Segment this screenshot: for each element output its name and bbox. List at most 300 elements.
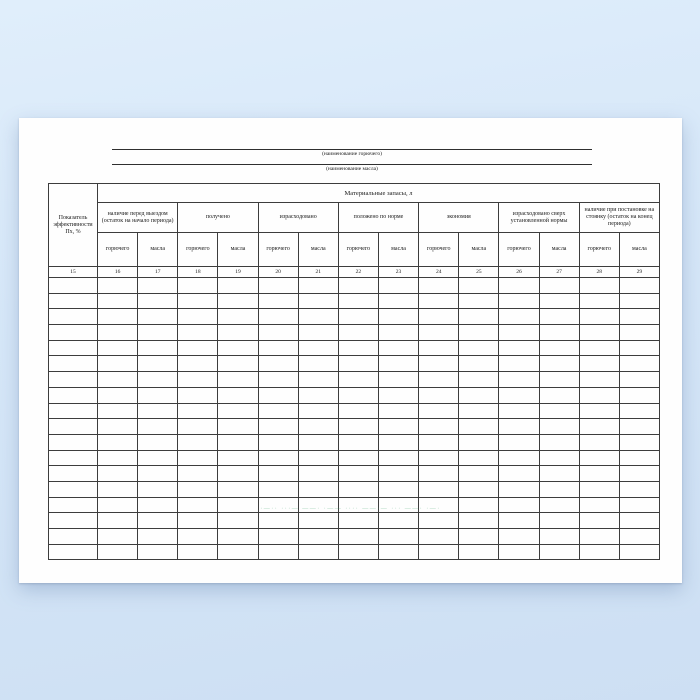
table-cell xyxy=(619,450,659,466)
table-cell xyxy=(138,419,178,435)
table-cell xyxy=(619,293,659,309)
table-cell xyxy=(49,403,98,419)
table-cell xyxy=(138,450,178,466)
table-cell xyxy=(258,513,298,529)
sub-header: масла xyxy=(218,233,258,267)
table-cell xyxy=(258,403,298,419)
sub-header: масла xyxy=(378,233,418,267)
table-cell xyxy=(298,497,338,513)
table-cell xyxy=(419,434,459,450)
table-cell xyxy=(49,387,98,403)
form-sheet xyxy=(19,118,682,583)
table-cell xyxy=(619,466,659,482)
table-row xyxy=(49,293,660,309)
table-cell xyxy=(539,278,579,294)
table-cell xyxy=(619,481,659,497)
table-cell xyxy=(579,450,619,466)
table-cell xyxy=(499,403,539,419)
table-cell xyxy=(579,497,619,513)
table-cell xyxy=(499,544,539,560)
table-cell xyxy=(579,356,619,372)
table-cell xyxy=(459,356,499,372)
table-cell xyxy=(49,434,98,450)
table-cell xyxy=(338,466,378,482)
material-stock-table xyxy=(48,183,660,560)
table-row xyxy=(49,356,660,372)
table-cell xyxy=(218,513,258,529)
table-row xyxy=(49,434,660,450)
table-cell xyxy=(378,481,418,497)
table-cell xyxy=(258,278,298,294)
table-cell xyxy=(138,544,178,560)
table-cell xyxy=(378,544,418,560)
table-cell xyxy=(178,372,218,388)
column-number: 24 xyxy=(419,267,459,278)
table-cell xyxy=(178,419,218,435)
table-cell xyxy=(419,544,459,560)
table-cell xyxy=(459,309,499,325)
table-cell xyxy=(138,293,178,309)
table-cell xyxy=(49,356,98,372)
table-cell xyxy=(378,356,418,372)
oil-name-underline xyxy=(112,164,592,165)
table-cell xyxy=(539,529,579,545)
table-title: Материальные запасы, л xyxy=(98,184,660,203)
table-cell xyxy=(539,544,579,560)
table-cell xyxy=(338,419,378,435)
table-cell xyxy=(419,529,459,545)
table-cell xyxy=(378,293,418,309)
table-cell xyxy=(539,387,579,403)
table-cell xyxy=(218,309,258,325)
table-cell xyxy=(579,466,619,482)
table-cell xyxy=(499,466,539,482)
table-cell xyxy=(218,325,258,341)
table-cell xyxy=(459,340,499,356)
table-cell xyxy=(258,450,298,466)
table-cell xyxy=(98,450,138,466)
table-cell xyxy=(419,466,459,482)
table-cell xyxy=(579,387,619,403)
column-number: 17 xyxy=(138,267,178,278)
table-cell xyxy=(178,293,218,309)
table-cell xyxy=(338,309,378,325)
table-cell xyxy=(98,403,138,419)
table-cell xyxy=(419,293,459,309)
group-header-4: положено по норме xyxy=(338,203,418,233)
table-row xyxy=(49,387,660,403)
table-row xyxy=(49,466,660,482)
table-cell xyxy=(98,497,138,513)
table-cell xyxy=(218,387,258,403)
table-cell xyxy=(298,372,338,388)
table-cell xyxy=(298,387,338,403)
table-cell xyxy=(579,278,619,294)
table-cell xyxy=(218,293,258,309)
column-number: 26 xyxy=(499,267,539,278)
column-number: 22 xyxy=(338,267,378,278)
table-cell xyxy=(49,450,98,466)
column-number: 16 xyxy=(98,267,138,278)
table-row xyxy=(49,372,660,388)
table-cell xyxy=(539,403,579,419)
table-cell xyxy=(258,325,298,341)
table-cell xyxy=(258,387,298,403)
table-row xyxy=(49,544,660,560)
column-number: 15 xyxy=(49,267,98,278)
table-cell xyxy=(49,544,98,560)
table-cell xyxy=(378,309,418,325)
table-cell xyxy=(459,544,499,560)
table-cell xyxy=(378,419,418,435)
table-cell xyxy=(138,356,178,372)
table-cell xyxy=(138,434,178,450)
table-cell xyxy=(419,497,459,513)
table-cell xyxy=(459,529,499,545)
table-cell xyxy=(539,372,579,388)
column-number: 27 xyxy=(539,267,579,278)
table-cell xyxy=(499,419,539,435)
table-cell xyxy=(178,356,218,372)
table-row xyxy=(49,278,660,294)
table-cell xyxy=(539,293,579,309)
group-header-7: наличие при постановке на стоянку (остаток на конец периода) xyxy=(579,203,659,233)
table-cell xyxy=(499,450,539,466)
table-cell xyxy=(419,419,459,435)
sub-header: горючего xyxy=(98,233,138,267)
table-cell xyxy=(258,372,298,388)
sub-header: горючего xyxy=(499,233,539,267)
table-cell xyxy=(619,434,659,450)
group-header-row xyxy=(49,203,660,233)
table-cell xyxy=(338,513,378,529)
table-cell xyxy=(619,387,659,403)
column-number: 29 xyxy=(619,267,659,278)
table-cell xyxy=(218,419,258,435)
sub-header: масла xyxy=(539,233,579,267)
group-header-5: экономия xyxy=(419,203,499,233)
table-cell xyxy=(338,403,378,419)
table-title-row xyxy=(49,184,660,203)
table-cell xyxy=(419,513,459,529)
group-header-6: израсходовано сверх установленной нормы xyxy=(499,203,579,233)
sub-header: горючего xyxy=(338,233,378,267)
table-cell xyxy=(138,309,178,325)
table-cell xyxy=(258,544,298,560)
table-cell xyxy=(298,466,338,482)
table-cell xyxy=(579,293,619,309)
table-cell xyxy=(419,356,459,372)
table-cell xyxy=(338,293,378,309)
indicator-column-header: Показатель эффективности Пх, % xyxy=(49,184,98,267)
table-cell xyxy=(579,325,619,341)
sub-header: масла xyxy=(619,233,659,267)
table-cell xyxy=(419,372,459,388)
table-cell xyxy=(298,356,338,372)
table-cell xyxy=(49,497,98,513)
table-cell xyxy=(378,340,418,356)
table-cell xyxy=(178,481,218,497)
sub-header: горючего xyxy=(579,233,619,267)
table-cell xyxy=(49,466,98,482)
table-cell xyxy=(218,434,258,450)
table-cell xyxy=(98,419,138,435)
table-cell xyxy=(338,387,378,403)
table-row xyxy=(49,309,660,325)
table-cell xyxy=(218,356,258,372)
table-cell xyxy=(539,466,579,482)
group-header-1: наличие перед выездом (остаток на начало периода) xyxy=(98,203,178,233)
table-cell xyxy=(579,513,619,529)
table-cell xyxy=(459,419,499,435)
table-cell xyxy=(298,278,338,294)
table-cell xyxy=(619,513,659,529)
fuel-name-field xyxy=(112,149,592,157)
table-cell xyxy=(178,497,218,513)
table-cell xyxy=(98,513,138,529)
table-cell xyxy=(218,340,258,356)
table-cell xyxy=(539,497,579,513)
table-cell xyxy=(619,419,659,435)
table-cell xyxy=(539,434,579,450)
table-cell xyxy=(258,466,298,482)
table-cell xyxy=(49,529,98,545)
table-cell xyxy=(218,529,258,545)
table-cell xyxy=(218,372,258,388)
table-cell xyxy=(499,387,539,403)
table-cell xyxy=(579,419,619,435)
table-cell xyxy=(49,325,98,341)
group-header-2: получено xyxy=(178,203,258,233)
table-cell xyxy=(539,356,579,372)
table-cell xyxy=(98,481,138,497)
table-cell xyxy=(378,278,418,294)
table-cell xyxy=(138,529,178,545)
table-cell xyxy=(419,450,459,466)
table-cell xyxy=(459,481,499,497)
table-cell xyxy=(49,513,98,529)
table-cell xyxy=(459,513,499,529)
table-cell xyxy=(49,309,98,325)
table-cell xyxy=(258,356,298,372)
table-cell xyxy=(258,309,298,325)
table-row xyxy=(49,481,660,497)
table-cell xyxy=(49,481,98,497)
table-cell xyxy=(298,325,338,341)
table-cell xyxy=(579,529,619,545)
table-cell xyxy=(459,278,499,294)
table-cell xyxy=(499,340,539,356)
table-cell xyxy=(338,340,378,356)
table-cell xyxy=(298,340,338,356)
table-row xyxy=(49,529,660,545)
table-cell xyxy=(49,293,98,309)
table-cell xyxy=(459,372,499,388)
column-number: 19 xyxy=(218,267,258,278)
table-cell xyxy=(218,497,258,513)
sub-header: горючего xyxy=(178,233,218,267)
table-cell xyxy=(539,340,579,356)
table-cell xyxy=(378,325,418,341)
table-cell xyxy=(178,340,218,356)
table-cell xyxy=(258,434,298,450)
table-cell xyxy=(49,278,98,294)
fuel-name-underline xyxy=(112,149,592,150)
table-cell xyxy=(459,387,499,403)
table-cell xyxy=(138,466,178,482)
table-cell xyxy=(338,325,378,341)
column-number-row xyxy=(49,267,660,278)
table-row xyxy=(49,513,660,529)
table-cell xyxy=(178,278,218,294)
sub-header: горючего xyxy=(258,233,298,267)
table-cell xyxy=(138,513,178,529)
table-cell xyxy=(258,497,298,513)
table-cell xyxy=(499,529,539,545)
table-row xyxy=(49,497,660,513)
table-cell xyxy=(619,356,659,372)
table-cell xyxy=(539,419,579,435)
column-number: 18 xyxy=(178,267,218,278)
table-cell xyxy=(338,434,378,450)
table-cell xyxy=(298,481,338,497)
table-cell xyxy=(459,450,499,466)
table-cell xyxy=(178,325,218,341)
table-cell xyxy=(49,419,98,435)
table-cell xyxy=(619,309,659,325)
table-cell xyxy=(539,309,579,325)
table-cell xyxy=(579,372,619,388)
table-cell xyxy=(579,544,619,560)
table-cell xyxy=(499,278,539,294)
table-cell xyxy=(98,293,138,309)
table-row xyxy=(49,325,660,341)
table-cell xyxy=(298,529,338,545)
table-cell xyxy=(98,325,138,341)
table-cell xyxy=(459,434,499,450)
column-number: 25 xyxy=(459,267,499,278)
table-cell xyxy=(459,293,499,309)
table-cell xyxy=(178,529,218,545)
table-cell xyxy=(499,481,539,497)
table-cell xyxy=(539,325,579,341)
table-cell xyxy=(579,434,619,450)
table-cell xyxy=(378,403,418,419)
table-cell xyxy=(579,403,619,419)
table-cell xyxy=(178,434,218,450)
table-cell xyxy=(378,450,418,466)
table-cell xyxy=(579,340,619,356)
table-cell xyxy=(98,529,138,545)
watermark: ·—·· ···— ——· ·—— ···· ——·— ··· ——· ·—· xyxy=(260,506,441,512)
table-row xyxy=(49,403,660,419)
table-cell xyxy=(539,450,579,466)
table-cell xyxy=(499,309,539,325)
table-cell xyxy=(419,325,459,341)
table-cell xyxy=(419,403,459,419)
table-cell xyxy=(218,450,258,466)
table-cell xyxy=(218,466,258,482)
table-cell xyxy=(338,497,378,513)
sub-header-row xyxy=(49,233,660,267)
table-cell xyxy=(419,481,459,497)
table-cell xyxy=(419,340,459,356)
sub-header: масла xyxy=(138,233,178,267)
table-row xyxy=(49,450,660,466)
table-cell xyxy=(218,544,258,560)
table-cell xyxy=(499,513,539,529)
table-cell xyxy=(419,278,459,294)
table-cell xyxy=(298,309,338,325)
table-cell xyxy=(98,434,138,450)
table-cell xyxy=(258,340,298,356)
column-number: 21 xyxy=(298,267,338,278)
table-cell xyxy=(298,513,338,529)
table-cell xyxy=(98,309,138,325)
oil-name-caption: (наименование масла) xyxy=(326,166,378,172)
table-cell xyxy=(49,372,98,388)
table-cell xyxy=(298,450,338,466)
table-cell xyxy=(459,325,499,341)
table-cell xyxy=(378,466,418,482)
table-cell xyxy=(338,450,378,466)
table-cell xyxy=(338,481,378,497)
table-cell xyxy=(138,403,178,419)
table-cell xyxy=(619,529,659,545)
table-cell xyxy=(298,434,338,450)
table-cell xyxy=(338,529,378,545)
table-cell xyxy=(338,356,378,372)
table-row xyxy=(49,340,660,356)
table-cell xyxy=(378,434,418,450)
table-cell xyxy=(499,325,539,341)
table-cell xyxy=(378,529,418,545)
table-cell xyxy=(378,387,418,403)
table-cell xyxy=(499,372,539,388)
table-cell xyxy=(258,481,298,497)
table-cell xyxy=(298,293,338,309)
table-cell xyxy=(619,544,659,560)
table-cell xyxy=(338,544,378,560)
table-cell xyxy=(378,372,418,388)
table-cell xyxy=(619,403,659,419)
table-row xyxy=(49,419,660,435)
group-header-3: израсходовано xyxy=(258,203,338,233)
table-cell xyxy=(459,466,499,482)
table-cell xyxy=(138,387,178,403)
table-cell xyxy=(579,309,619,325)
table-cell xyxy=(338,372,378,388)
table-cell xyxy=(178,387,218,403)
table-cell xyxy=(378,497,418,513)
oil-name-field xyxy=(112,164,592,172)
table-cell xyxy=(459,497,499,513)
table-cell xyxy=(98,278,138,294)
column-number: 23 xyxy=(378,267,418,278)
table-cell xyxy=(539,481,579,497)
table-cell xyxy=(298,544,338,560)
table-cell xyxy=(98,340,138,356)
sub-header: горючего xyxy=(419,233,459,267)
sub-header: масла xyxy=(459,233,499,267)
table-cell xyxy=(499,356,539,372)
table-cell xyxy=(98,356,138,372)
table-cell xyxy=(499,293,539,309)
table-cell xyxy=(619,325,659,341)
table-cell xyxy=(49,340,98,356)
table-cell xyxy=(138,278,178,294)
table-cell xyxy=(138,372,178,388)
